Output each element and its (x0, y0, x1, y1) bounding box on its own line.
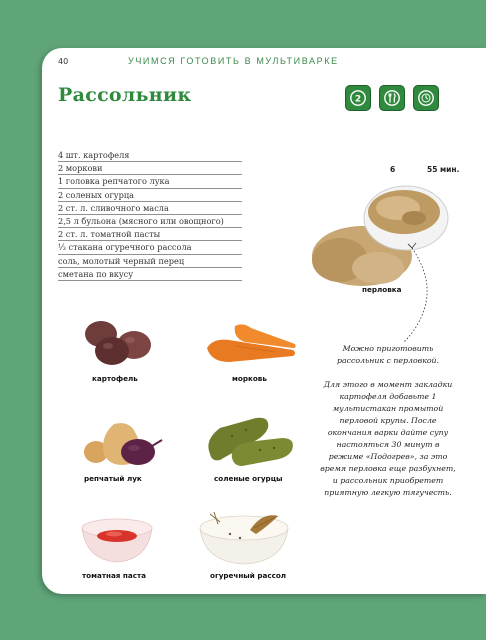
tomato-paste-caption: томатная паста (82, 571, 147, 580)
ingredient-item: 2 моркови (58, 162, 242, 175)
onion-caption: репчатый лук (84, 474, 142, 483)
ingredient-item: 2 ст. л. томатной пасты (58, 228, 242, 241)
running-head: УЧИМСЯ ГОТОВИТЬ В МУЛЬТИВАРКЕ (128, 56, 339, 66)
note-connector (42, 48, 486, 594)
potato-caption: картофель (92, 374, 138, 383)
recipe-title: Рассольник (58, 84, 192, 106)
handwritten-note (318, 343, 458, 511)
ingredient-item: ⅓ стакана огуречного рассола (58, 241, 242, 254)
recipe-page (42, 48, 486, 594)
ingredient-item: соль, молотый черный перец (58, 255, 242, 268)
note-line-1: Можно приготовить рассольник с перловкой. (336, 344, 440, 365)
ingredient-item: сметана по вкусу (58, 268, 242, 281)
page-number: 40 (58, 56, 69, 66)
ingredient-item: 4 шт. картофеля (58, 149, 242, 162)
time-value: 55 мин. (427, 165, 460, 174)
servings-value: 6 (390, 165, 396, 174)
ingredient-item: 2 ст. л. сливочного масла (58, 202, 242, 215)
note-line-2: Для этого в момент закладки картофеля добавьте 1 мультистакан промытой перловой крупы. После окончания варки дайте супу настояться 30 минут в режиме «Подогрев», за это время перловка еще разбухнет, и рассольник приобретет приятную легкую тягучесть. (320, 380, 456, 497)
program-number: 2 (354, 94, 362, 105)
barley-caption: перловка (362, 285, 402, 294)
ingredient-item: 2,5 л бульона (мясного или овощного) (58, 215, 242, 228)
pickles-caption: соленые огурцы (214, 474, 283, 483)
carrot-caption: морковь (232, 374, 267, 383)
ingredient-item: 2 соленых огурца (58, 189, 242, 202)
ingredient-item: 1 головка репчатого лука (58, 175, 242, 188)
brine-caption: огуречный рассол (210, 571, 287, 580)
